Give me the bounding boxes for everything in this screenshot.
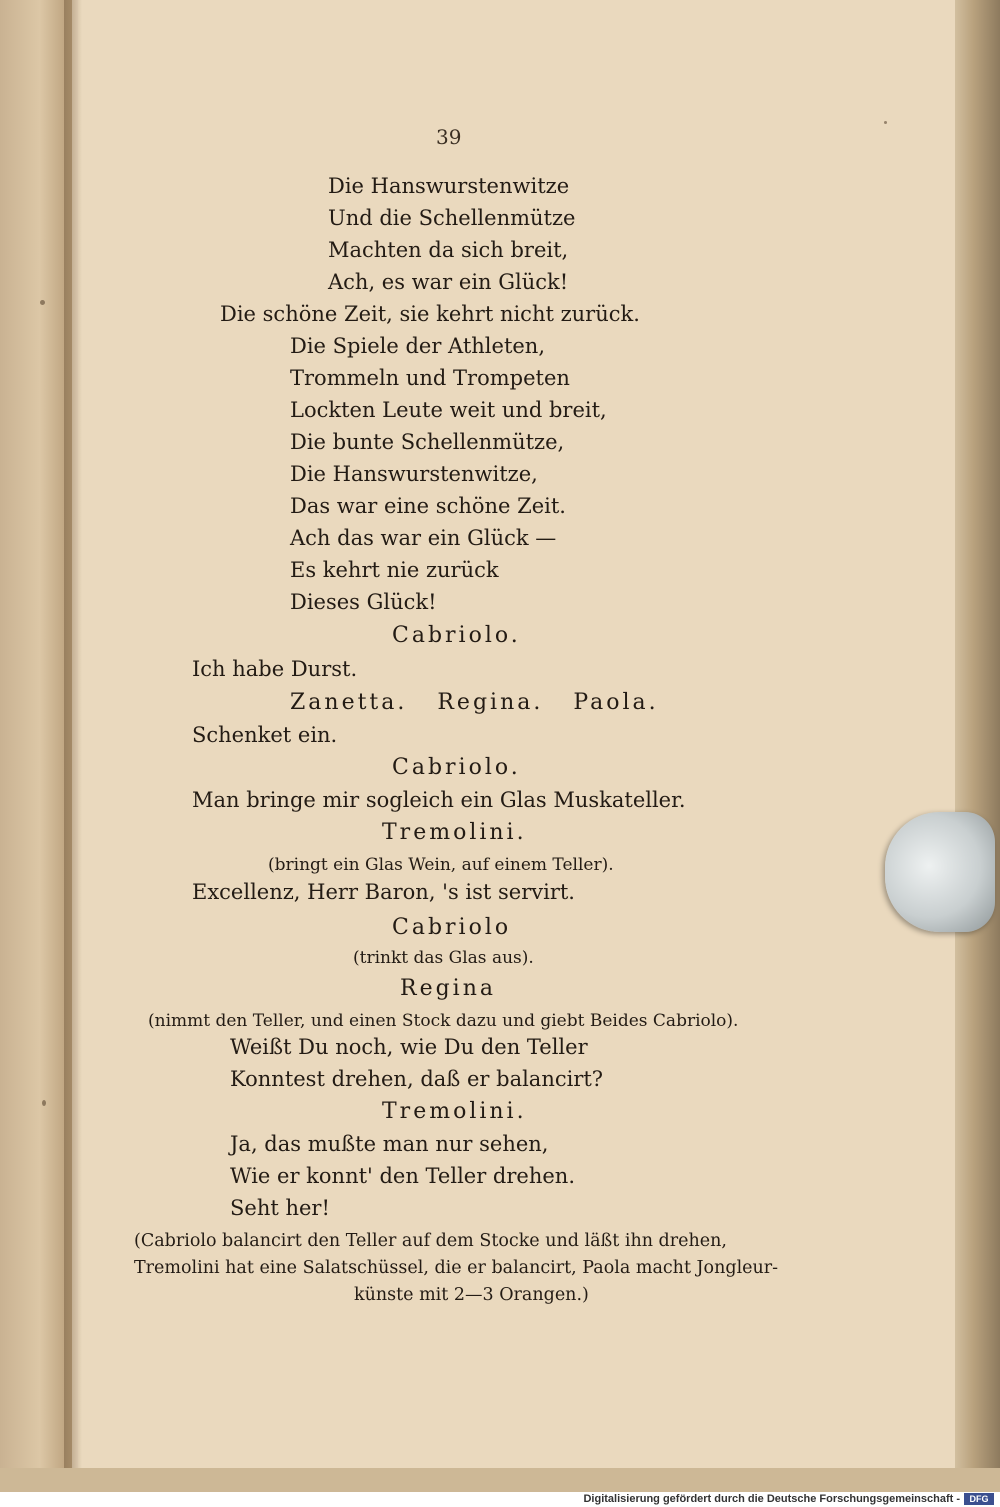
foxing-spot <box>884 121 887 124</box>
foxing-spot <box>40 300 45 305</box>
dialogue-line: Man bringe mir sogleich ein Glas Muskateller. <box>192 788 686 812</box>
verse-line: Lockten Leute weit und breit, <box>290 398 607 422</box>
stage-direction: (trinkt das Glas aus). <box>353 948 534 968</box>
verse-line: Die Hanswurstenwitze, <box>290 462 538 486</box>
digitization-footer <box>0 1492 1000 1507</box>
speaker-name: Cabriolo <box>392 915 512 940</box>
dialogue-line: Konntest drehen, daß er balancirt? <box>230 1067 604 1091</box>
stage-direction: künste mit 2—3 Orangen.) <box>354 1285 589 1305</box>
speaker-name: Cabriolo. <box>392 755 521 780</box>
verse-line: Die bunte Schellenmütze, <box>290 430 565 454</box>
facing-page-edge <box>0 0 72 1492</box>
verse-line: Das war eine schöne Zeit. <box>290 494 566 518</box>
verse-line: Dieses Glück! <box>290 590 437 614</box>
stage-direction: (nimmt den Teller, und einen Stock dazu und giebt Beides Cabriolo). <box>148 1011 739 1031</box>
dialogue-line: Excellenz, Herr Baron, 's ist servirt. <box>192 880 575 904</box>
verse-line: Es kehrt nie zurück <box>290 558 499 582</box>
verse-line: Machten da sich breit, <box>328 238 569 262</box>
dfg-logo: DFG <box>964 1493 994 1505</box>
stage-direction: (bringt ein Glas Wein, auf einem Teller). <box>268 855 614 875</box>
verse-line: Trommeln und Trompeten <box>290 366 570 390</box>
dialogue-line: Seht her! <box>230 1196 330 1220</box>
verse-line: Und die Schellenmütze <box>328 206 576 230</box>
verse-line: Die Hanswurstenwitze <box>328 174 570 198</box>
page-holder-clip <box>885 812 995 932</box>
dialogue-line: Wie er konnt' den Teller drehen. <box>230 1164 575 1188</box>
speaker-name: Zanetta. Regina. Paola. <box>290 690 659 715</box>
dialogue-line: Schenket ein. <box>192 723 338 747</box>
verse-line: Die schöne Zeit, sie kehrt nicht zurück. <box>220 302 640 326</box>
verse-line: Die Spiele der Athleten, <box>290 334 546 358</box>
page-stack-edge <box>955 0 1000 1492</box>
foxing-spot <box>42 1100 46 1106</box>
scanner-bed <box>0 1468 1000 1492</box>
dialogue-line: Weißt Du noch, wie Du den Teller <box>230 1035 588 1059</box>
funding-credit: Digitalisierung gefördert durch die Deutsche Forschungsgemeinschaft - <box>583 1493 960 1505</box>
dialogue-line: Ich habe Durst. <box>192 657 358 681</box>
verse-line: Ach, es war ein Glück! <box>328 270 569 294</box>
verse-line: Ach das war ein Glück — <box>290 526 557 550</box>
speaker-name: Tremolini. <box>382 1099 527 1124</box>
page-number: 39 <box>436 125 462 149</box>
speaker-name: Regina <box>400 976 496 1001</box>
dialogue-line: Ja, das mußte man nur sehen, <box>230 1132 549 1156</box>
stage-direction: (Cabriolo balancirt den Teller auf dem Stocke und läßt ihn drehen, <box>134 1231 727 1251</box>
stage-direction: Tremolini hat eine Salatschüssel, die er balancirt, Paola macht Jongleur- <box>134 1258 779 1278</box>
speaker-name: Cabriolo. <box>392 623 521 648</box>
speaker-name: Tremolini. <box>382 820 527 845</box>
book-gutter <box>64 0 82 1492</box>
